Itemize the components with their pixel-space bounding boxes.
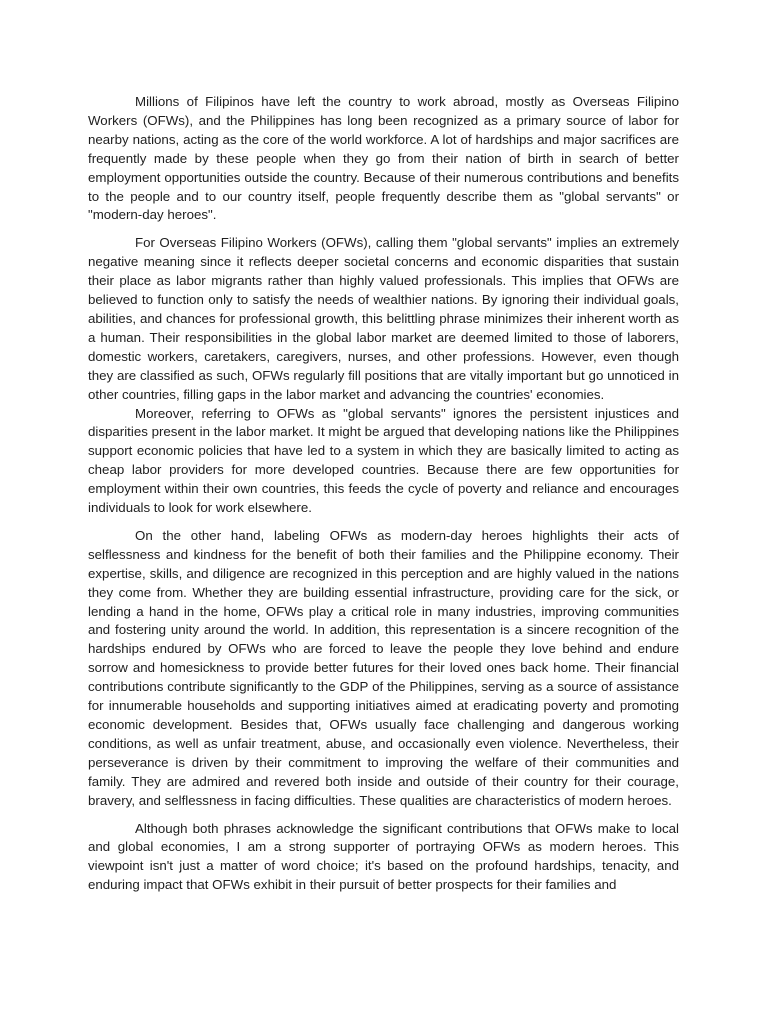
essay-body <box>88 93 679 895</box>
paragraph-labor-injustice: Moreover, referring to OFWs as "global servants" ignores the persistent injustices and disparities present in the labor market. It might be argued that developing nations like the Philippines support economic policies that have led to a system in which they are basically limited to acting as cheap labor providers for more developed countries. Because there are few opportunities for employment within their own countries, this feeds the cycle of poverty and reliance and encourages individuals to look for work elsewhere. <box>88 405 679 516</box>
paragraph-modern-heroes: On the other hand, labeling OFWs as modern-day heroes highlights their acts of selflessness and kindness for the benefit of both their families and the Philippine economy. Their expertise, skills, and diligence are recognized in this perception and are highly valued in the nations they come from. Whether they are building essential infrastructure, providing care for the sick, or lending a hand in the home, OFWs play a critical role in many industries, improving communities and fostering unity around the world. In addition, this representation is a sincere recognition of the hardships endured by OFWs who are forced to leave the people they love behind and endure sorrow and homesickness to provide better futures for their loved ones back home. Their financial contributions contribute significantly to the GDP of the Philippines, serving as a source of assistance for innumerable households and supporting initiatives aimed at eradicating poverty and promoting economic development. Besides that, OFWs usually face challenging and dangerous working conditions, as well as unfair treatment, abuse, and occasionally even violence. Nevertheless, their perseverance is driven by their commitment to improving the welfare of their communities and family. They are admired and revered both inside and outside of their country for their courage, bravery, and selflessness in facing difficulties. These qualities are characteristics of modern heroes. <box>88 527 679 808</box>
paragraph-intro: Millions of Filipinos have left the country to work abroad, mostly as Overseas Filipino Workers (OFWs), and the Philippines has long been recognized as a primary source of labor for nearby nations, acting as the core of the world workforce. A lot of hardships and major sacrifices are frequently made by these people when they go from their nation of birth in search of better employment opportunities outside the country. Because of their numerous contributions and benefits to the people and to our country itself, people frequently describe them as "global servants" or "modern-day heroes". <box>88 94 679 223</box>
paragraph-global-servants-meaning: For Overseas Filipino Workers (OFWs), calling them "global servants" implies an extremely negative meaning since it reflects deeper societal concerns and economic disparities that sustain their place as labor migrants rather than highly valued professionals. This implies that OFWs are believed to function only to satisfy the needs of wealthier nations. By ignoring their individual goals, abilities, and chances for professional growth, this belittling phrase minimizes their inherent worth as a human. Their responsibilities in the global labor market are deemed limited to those of laborers, domestic workers, caretakers, caregivers, nurses, and other professions. However, even though they are classified as such, OFWs regularly fill positions that are vitally important but go unnoticed in other countries, filling gaps in the labor market and advancing the countries' economies. <box>88 235 679 402</box>
paragraph-conclusion-start: Although both phrases acknowledge the significant contributions that OFWs make to local and global economies, I am a strong supporter of portraying OFWs as modern heroes. This viewpoint isn't just a matter of word choice; it's based on the profound hardships, tenacity, and enduring impact that OFWs exhibit in their pursuit of better prospects for their families and <box>88 820 679 893</box>
